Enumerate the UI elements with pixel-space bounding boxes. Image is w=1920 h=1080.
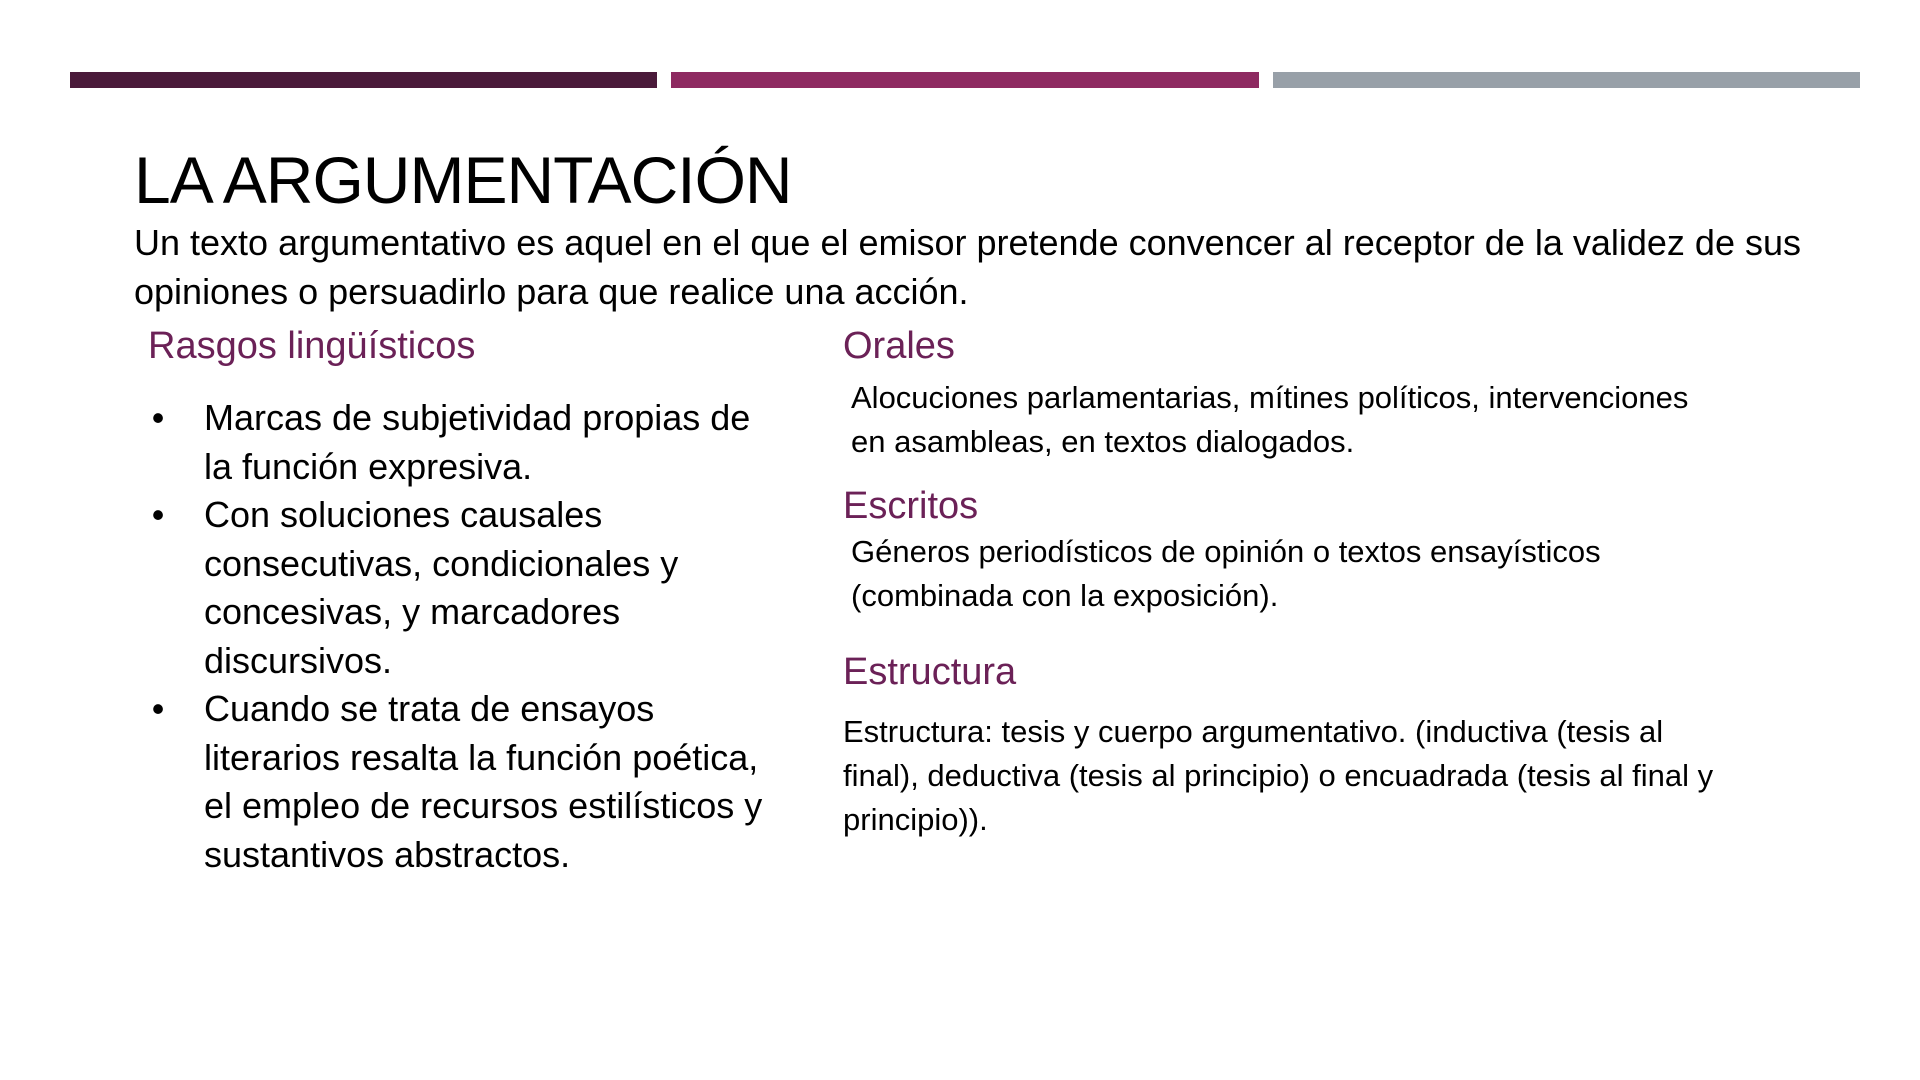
right-column xyxy=(843,322,1723,842)
list-item xyxy=(148,394,768,491)
bullet-text: Con soluciones causales consecutivas, condicionales y concesivas, y marcadores discursivos. xyxy=(204,494,679,681)
list-item xyxy=(148,491,768,685)
bullet-icon: • xyxy=(151,397,165,438)
estructura-text: Estructura: tesis y cuerpo argumentativo. (inductiva (tesis al final), deductiva (tesis al principio) o encuadrada (tesis al final y principio)). xyxy=(843,714,1714,837)
orales-text: Alocuciones parlamentarias, mítines políticos, intervenciones en asambleas, en textos dialogados. xyxy=(851,380,1689,459)
heading-estructura: Estructura xyxy=(843,651,1017,693)
list-item xyxy=(148,685,768,879)
bar-dark xyxy=(70,72,657,88)
intro-paragraph: Un texto argumentativo es aquel en el que el emisor pretende convencer al receptor de la validez de sus opiniones o persuadirlo para que realice una acción. xyxy=(134,222,1801,312)
bar-magenta xyxy=(671,72,1258,88)
slide-title: LA ARGUMENTACIÓN xyxy=(134,143,792,217)
rasgos-bullet-list xyxy=(148,394,768,879)
heading-orales: Orales xyxy=(843,325,955,367)
bullet-icon: • xyxy=(151,494,165,535)
left-column xyxy=(148,322,768,879)
bar-gray xyxy=(1273,72,1860,88)
heading-escritos: Escritos xyxy=(843,485,979,527)
bullet-icon: • xyxy=(151,688,165,729)
top-decorative-bars xyxy=(70,72,1860,88)
heading-rasgos-linguisticos: Rasgos lingüísticos xyxy=(148,325,476,367)
bullet-text: Cuando se trata de ensayos literarios resalta la función poética, el empleo de recursos estilísticos y sustantivos abstractos. xyxy=(204,688,763,875)
escritos-text: Géneros periodísticos de opinión o textos ensayísticos (combinada con la exposición). xyxy=(851,534,1601,613)
bullet-text: Marcas de subjetividad propias de la función expresiva. xyxy=(204,397,751,487)
